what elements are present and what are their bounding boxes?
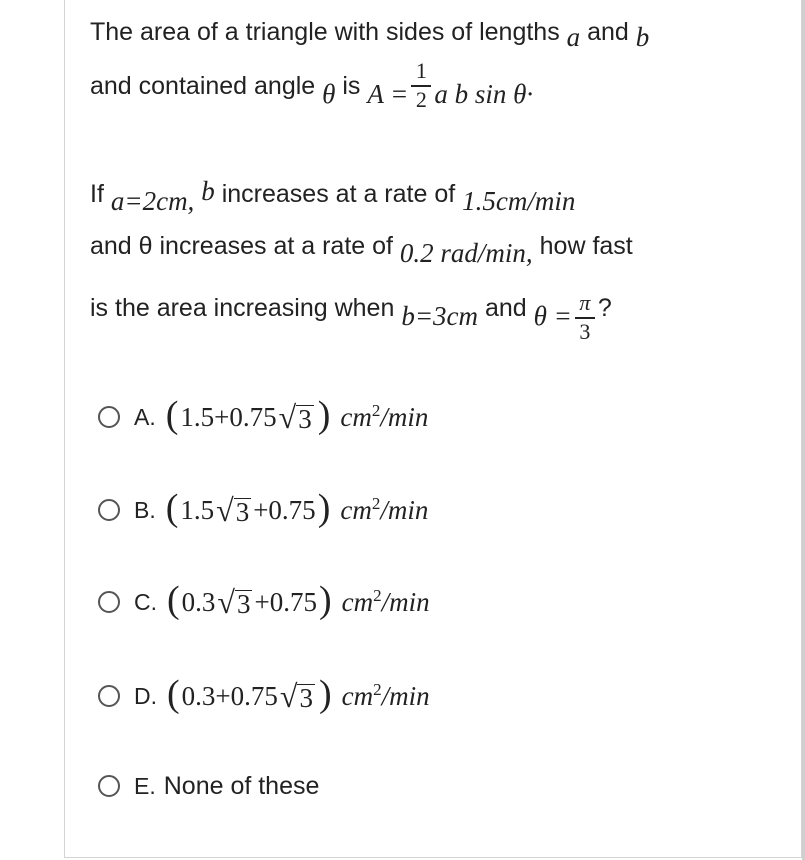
option-e-label: None of these	[163, 771, 320, 800]
radio-option-d[interactable]	[98, 685, 120, 707]
pi-over-three-fraction: $\frac{\pi}{3}$	[575, 292, 595, 343]
option-a-expression: ( 1.5+0.75 √ 3 ) $cm^2/\min$	[165, 394, 429, 436]
question-line-5: is the area increasing when b=3cm and θ = $\frac{\pi}{3}$ ?	[90, 290, 612, 344]
question-line-1: The area of a triangle with sides of lengths a and b	[90, 18, 650, 52]
question-line-3: If a=2cm, b increases at a rate of 1.5cm/min	[90, 176, 576, 216]
question-line-2: and contained angle θ is A = $\frac{1}{2}$ a b sin θ·	[90, 58, 534, 112]
option-e[interactable]: E. None of these	[98, 766, 319, 806]
option-b-expression: ( 1.5 √ 3 +0.75 ) $cm^2/\min$	[165, 487, 429, 529]
option-d[interactable]: D. ( 0.3+0.75 √ 3 ) $cm^2/\min$	[98, 676, 430, 716]
radio-option-b[interactable]	[98, 499, 120, 521]
one-half-fraction: $\frac{1}{2}$	[411, 60, 431, 111]
question-line-4: and θ increases at a rate of 0.2 rad/min, how fast	[90, 232, 633, 268]
radio-option-c[interactable]	[98, 591, 120, 613]
option-c[interactable]: C. ( 0.3 √ 3 +0.75 ) $cm^2/\min$	[98, 582, 430, 622]
option-a[interactable]: A. ( 1.5+0.75 √ 3 ) $cm^2/\min$	[98, 397, 428, 437]
option-b[interactable]: B. ( 1.5 √ 3 +0.75 ) $cm^2/\min$	[98, 490, 428, 530]
radio-option-a[interactable]	[98, 406, 120, 428]
radio-option-e[interactable]	[98, 775, 120, 797]
option-c-expression: ( 0.3 √ 3 +0.75 ) $cm^2/\min$	[167, 579, 430, 621]
option-d-expression: ( 0.3+0.75 √ 3 ) $cm^2/\min$	[167, 673, 430, 715]
